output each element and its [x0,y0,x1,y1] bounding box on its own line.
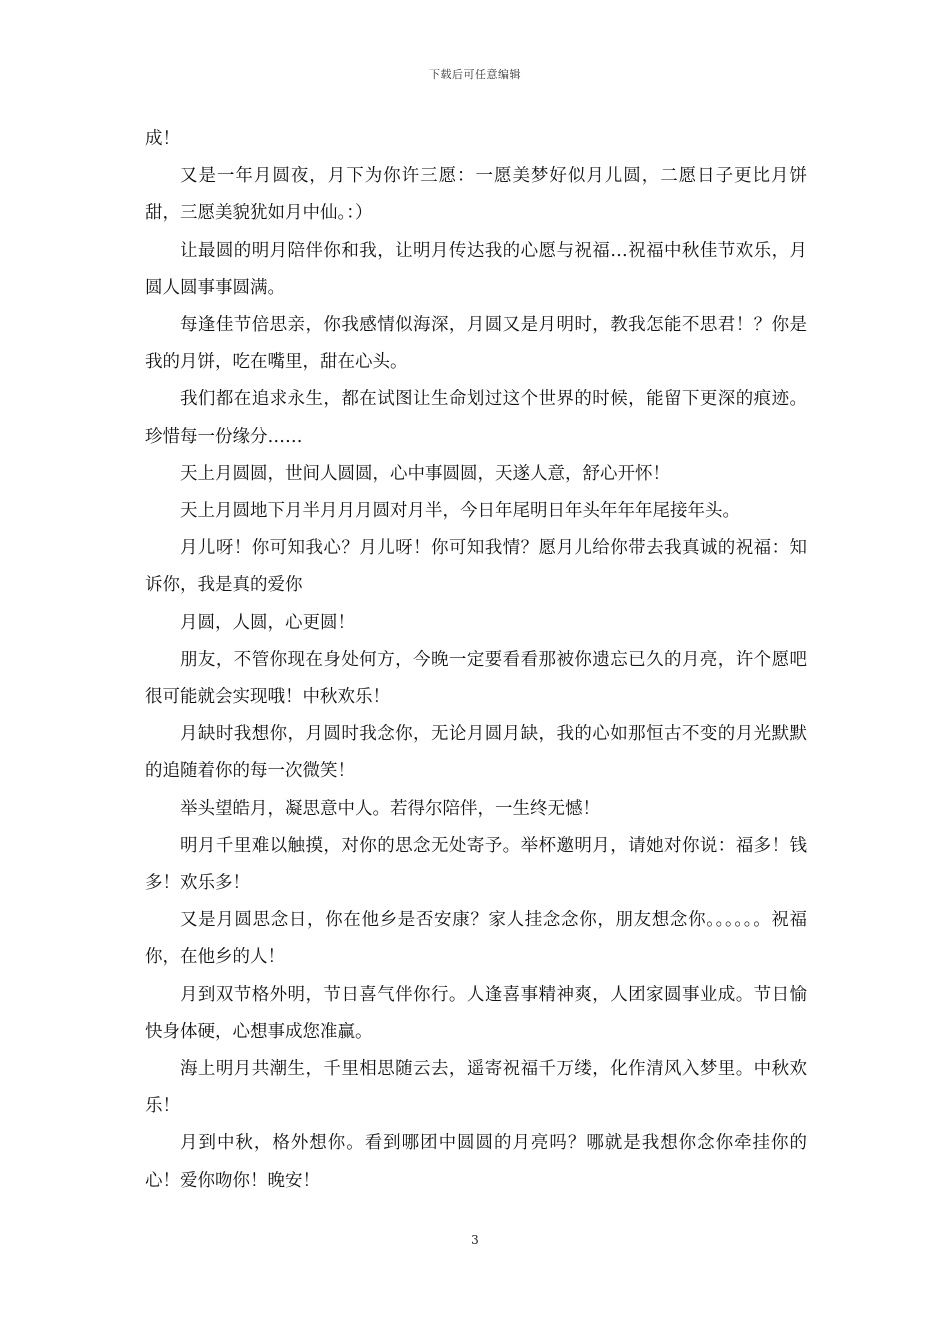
page-header: 下载后可任意编辑 [429,68,521,81]
paragraph: 又是月圆思念日，你在他乡是否安康？家人挂念念你，朋友想念你。。。。。。祝福你，在他乡的人！ [145,910,807,968]
paragraph: 天上月圆圆，世间人圆圆，心中事圆圆，天遂人意，舒心开怀！ [180,463,670,484]
paragraph: 明月千里难以触摸，对你的思念无处寄予。举杯邀明月，请她对你说：福多！钱多！欢乐多！ [145,835,807,894]
paragraph: 举头望皓月，凝思意中人。若得尔陪伴，一生终无憾！ [180,798,600,819]
document-body [145,121,807,1200]
paragraph: 月缺时我想你，月圆时我念你，无论月圆月缺，我的心如那恒古不变的月光默默的追随着你的每一次微笑！ [145,724,807,782]
paragraph: 每逢佳节倍思亲，你我感情似海深，月圆又是月明时，教我怎能不思君！？你是我的月饼，吃在嘴里，甜在心头。 [145,315,807,373]
paragraph: 月圆，人圆，心更圆！ [180,612,355,633]
paragraph: 让最圆的明月陪伴你和我，让明月传达我的心愿与祝福…祝福中秋佳节欢乐，月圆人圆事事圆满。 [145,240,807,298]
paragraph: 月到双节格外明，节日喜气伴你行。人逢喜事精神爽，人团家圆事业成。节日愉快身体硬，心想事成您准赢。 [145,984,807,1042]
paragraph: 成！ [145,129,180,149]
paragraph: 我们都在追求永生，都在试图让生命划过这个世界的时候，能留下更深的痕迹。珍惜每一份缘分…… [145,389,807,447]
paragraph: 天上月圆地下月半月月月圆对月半，今日年尾明日年头年年年尾接年头。 [180,501,740,522]
paragraph: 月到中秋，格外想你。看到哪团中圆圆的月亮吗？哪就是我想你念你牵挂你的心！爱你吻你！晚安！ [145,1133,807,1191]
paragraph: 月儿呀！你可知我心？月儿呀！你可知我情？愿月儿给你带去我真诚的祝福：知诉你，我是真的爱你 [145,538,807,596]
paragraph: 朋友，不管你现在身处何方，今晚一定要看看那被你遗忘已久的月亮，许个愿吧很可能就会实现哦！中秋欢乐！ [145,649,807,708]
paragraph: 又是一年月圆夜，月下为你许三愿：一愿美梦好似月儿圆，二愿日子更比月饼甜，三愿美貌犹如月中仙。：） [145,166,807,224]
page-number: 3 [471,1233,479,1247]
paragraph: 海上明月共潮生，千里相思随云去，遥寄祝福千万缕，化作清风入梦里。中秋欢乐！ [145,1059,807,1117]
